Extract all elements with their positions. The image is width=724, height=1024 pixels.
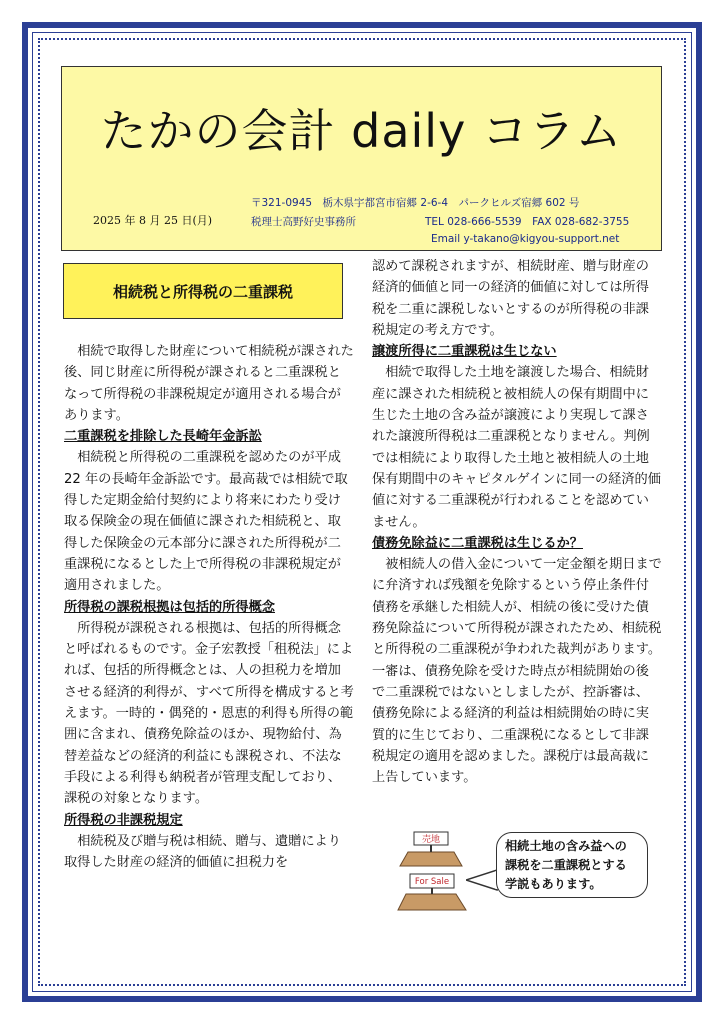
page-title: たかの会計 daily コラム [100,104,623,158]
paragraph-debt-relief: 被相続人の借入金について一定金額を期日までに弁済すれば残額を免除するという停止条件付債務を承継した相続人が、相続の後に受けた債務免除益について所得税が課されたため、相続税と所得税の二重課税が争われた裁判があります。一審は、債務免除を受けた時点が相続開始の後で二重課税ではないとしましたが、控訴審は、債務免除による経済的利益は相続開始の時に実質的に生じており、二重課税になるとして非課税規定の適用を認めました。課税庁は最高裁に上告しています。 [372,557,662,786]
land-for-sale-illustration-2 [394,872,470,914]
paragraph-nontaxable: 相続税及び贈与税は相続、贈与、遺贈により取得した財産の経済的価値に担税力を [64,833,341,871]
section-heading-income-concept: 所得税の課税根拠は包括的所得概念 [64,599,275,615]
title-box [62,67,661,190]
office-name: 税理士高野好史事務所 [251,216,356,228]
left-column [64,341,354,873]
office-info [243,189,661,250]
intro-paragraph: 相続で取得した財産について相続税が課された後、同じ財産に所得税が課されると二重課税となって所得税の非課税規定が適用される場合があります。 [64,344,354,423]
office-email: Email y-takano@kigyou-support.net [431,233,620,245]
newsletter-header [61,66,662,251]
speech-bubble: 相続土地の含み益への課税を二重課税とする学説もあります。 [496,832,648,898]
section-heading-transfer: 譲渡所得に二重課税は生じない [372,344,557,360]
sign-label-1: 売地 [421,835,441,845]
section-heading-nontaxable: 所得税の非課税規定 [64,812,183,828]
speech-bubble-tail [466,866,500,896]
office-phone: TEL 028-666-5539 FAX 028-682-3755 [425,216,630,228]
land-for-sale-illustration-1 [396,830,466,870]
section-heading-nagasaki: 二重課税を排除した長崎年金訴訟 [64,429,262,445]
section-heading-debt-relief: 債務免除益に二重課税は生じるか？ [372,535,583,551]
paragraph-nontaxable-cont: 認めて課税されますが、相続財産、贈与財産の経済的価値と同一の経済的価値に対しては所得税を二重に課税しないとするのが所得税の非課税規定の考え方です。 [372,259,649,338]
issue-date: 2025 年 8 月 25 日(月) [62,189,244,250]
paragraph-transfer: 相続で取得した土地を譲渡した場合、相続財産に課された相続税と被相続人の保有期間中に生じた土地の含み益が譲渡により実現して課された譲渡所得税は二重課税となりません。判例では相続により取得した土地と被相続人の土地保有期間中のキャピタルゲインに同一の経済的価値に対する二重課税が行われることを認めていません。 [372,365,661,530]
topic-title-box [63,263,343,319]
paragraph-income-concept: 所得税が課税される根拠は、包括的所得概念と呼ばれるものです。金子宏教授「租税法」によれば、包括的所得概念とは、人の担税力を増加させる経済的利得が、すべて所得を構成すると考えます。一時的・偶発的・恩恵的利得も所得の範囲に含まれ、債務免除益のほか、現物給付、為替差益などの経済的利益にも課税され、不法な手段による利得も納税者が管理支配しており、課税の対象となります。 [64,620,354,807]
topic-title: 相続税と所得税の二重課税 [112,282,293,301]
paragraph-nagasaki: 相続税と所得税の二重課税を認めたのが平成 22 年の長崎年金訴訟です。最高裁では相続で取得した定期金給付契約により将来にわたり受け取る保険金の現在価値に課された相続税と、取得した保険金の元本部分に課された所得税が二重課税になるとした上で所得税の非課税規定が適用されました。 [64,450,348,594]
office-address: 〒321-0945 栃木県宇都宮市宿郷 2-6-4 パークヒルズ宿郷 602 号 [251,197,580,209]
right-column [372,256,662,788]
sign-label-2: For Sale [414,877,450,887]
